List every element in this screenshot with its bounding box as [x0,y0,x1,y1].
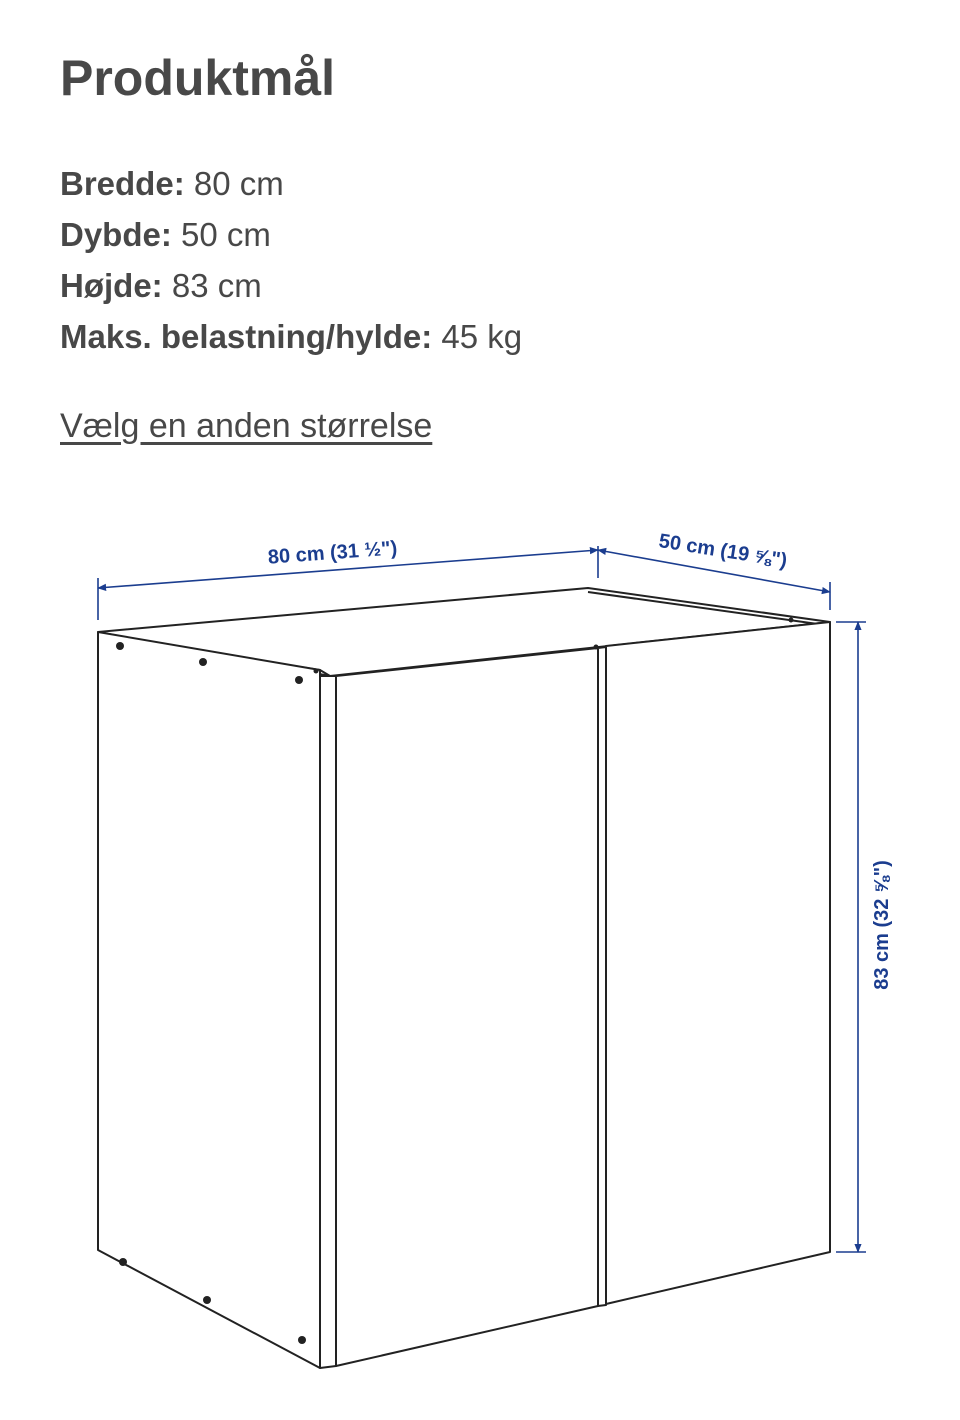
page-title: Produktmål [60,50,336,106]
hole-dot [295,676,303,684]
spec-height [60,260,522,311]
cabinet-left-side [98,632,320,1368]
spec-max-load-value: 45 kg [441,318,523,355]
cabinet-illustration [98,588,830,1368]
choose-other-size-link[interactable]: Vælg en anden størrelse [60,407,433,445]
spec-depth [60,209,522,260]
hole-dot [298,1336,306,1344]
left-door [336,648,598,1366]
right-door-edge [598,647,606,1306]
spec-depth-label: Dybde: [60,216,172,253]
height-dimension-label: 83 cm (32 ⅝") [871,860,893,990]
hole-dot [199,658,207,666]
product-dimensions-list [60,158,522,362]
right-door [606,622,830,1304]
hole-dot [116,642,124,650]
width-dimension-label: 80 cm (31 ½") [267,537,398,569]
spec-width-label: Bredde: [60,165,185,202]
depth-dimension-label: 50 cm (19 ⅝") [657,530,789,573]
hole-dot [789,618,794,623]
spec-depth-value: 50 cm [181,216,271,253]
spec-height-value: 83 cm [171,267,262,304]
hole-dot [314,669,319,674]
hole-dot [119,1258,127,1266]
hole-dot [203,1296,211,1304]
spec-width-value: 80 cm [193,165,284,202]
cabinet-dimension-diagram [0,500,960,1400]
left-door-edge [320,676,336,1368]
spec-max-load [60,311,522,362]
hole-dot [594,645,599,650]
spec-max-load-label: Maks. belastning/hylde: [60,318,433,355]
spec-width [60,158,522,209]
spec-height-label: Højde: [60,267,163,304]
